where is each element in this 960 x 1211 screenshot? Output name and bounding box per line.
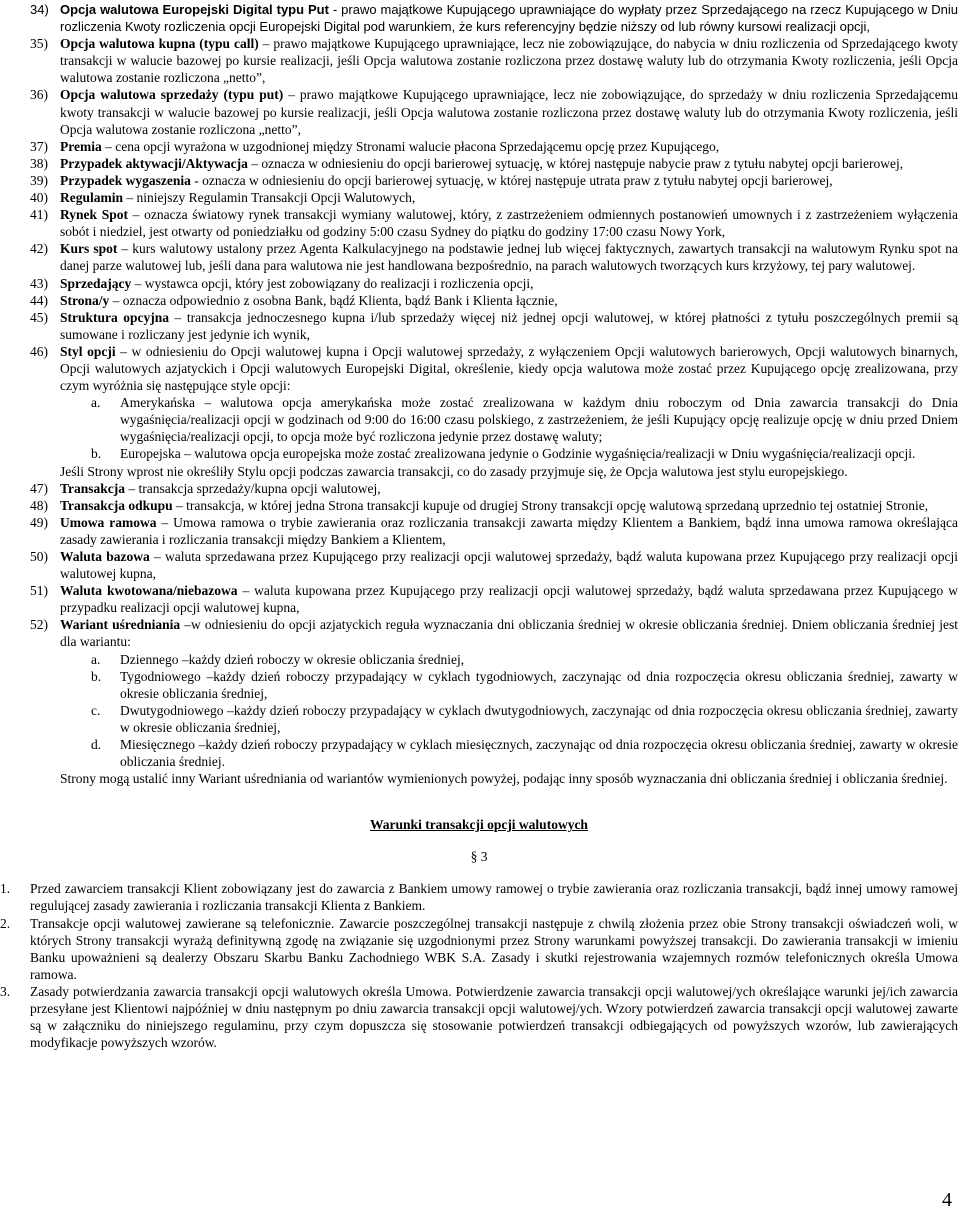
definition-term: Przypadek wygaszenia xyxy=(60,172,191,188)
definition-number: 37) xyxy=(30,138,48,154)
definition-item xyxy=(0,343,958,394)
definition-text: – transakcja, w której jedna Strona transakcji kupuje od drugiej Strony transakcji opcję walutową sprzedaną uprzednio tej ostatniej Stronie, xyxy=(172,497,929,513)
definition-item xyxy=(0,514,958,548)
option-style-text: Europejska – walutowa opcja europejska może zostać zrealizowana jedynie o Godzinie wygaśnięcia/realizacji w Dniu wygaśnięcia/realizacji opcji. xyxy=(120,446,916,462)
definition-text: – oznacza w odniesieniu do opcji barierowej sytuację, w której następuje nabycie praw z tytułu nabytej opcji barierowej, xyxy=(247,155,904,171)
condition-number: 3. xyxy=(0,983,11,999)
definition-text: – transakcja jednoczesnego kupna i/lub sprzedaży więcej niż jednej opcji walutowej, w której płatności z tytułu poszczególnych premii są sumowane i rozliczany jest jedynie ich wynik, xyxy=(60,309,958,342)
definition-text: – w odniesieniu do Opcji walutowej kupna i Opcji walutowej sprzedaży, z wyłączeniem Opcji walutowych barierowych, Opcji walutowych binarnych, Opcji walutowych azjatyckich i Opcji walutowych Europejski Digital, określenie, kiedy opcja walutowa może zostać przez Kupującego opcję zrealizowana, przy czym wyróżnia się następujące style opcji: xyxy=(60,343,958,394)
averaging-variant-item xyxy=(0,651,958,668)
averaging-variant-item xyxy=(0,668,958,702)
definition-number: 40) xyxy=(30,190,48,206)
averaging-variants-list xyxy=(0,651,958,771)
definition-number: 50) xyxy=(30,549,48,564)
option-style-letter: b. xyxy=(91,446,102,462)
averaging-variant-item xyxy=(0,702,958,736)
averaging-variants-trailer: Strony mogą ustalić inny Wariant uśredniania od wariantów wymienionych powyżej, podając inny sposób wyznaczania dni obliczania średniej i obliczania średniej. xyxy=(60,771,948,787)
definition-item xyxy=(0,548,958,582)
definition-text: – niniejszy Regulamin Transakcji Opcji Walutowych, xyxy=(123,190,416,206)
averaging-variant-letter: c. xyxy=(91,702,101,718)
option-styles-trailer: Jeśli Strony wprost nie określiły Stylu opcji podczas zawarcia transakcji, co do zasady przyjmuje się, że Opcja walutowa jest stylu europejskiego. xyxy=(60,463,848,479)
averaging-variant-letter: b. xyxy=(91,668,102,684)
definition-number: 46) xyxy=(30,343,48,359)
condition-point xyxy=(0,915,958,983)
definition-item xyxy=(0,497,958,514)
definition-text: –w odniesieniu do opcji azjatyckich reguła wyznaczania dni obliczania średniej w okresie obliczania średniej. Dniem obliczania średniej jest dla wariantu: xyxy=(60,617,958,650)
definition-item xyxy=(0,582,958,616)
definition-text: – waluta kupowana przez Kupującego przy realizacji opcji walutowej sprzedaży, bądź waluta sprzedawana przez Kupującego w przypadku realizacji opcji walutowej kupna, xyxy=(60,583,958,616)
definition-term: Kurs spot xyxy=(60,241,118,257)
definition-term: Transakcja odkupu xyxy=(60,497,173,513)
definition-item xyxy=(0,309,958,343)
definition-text: – prawo majątkowe Kupującego uprawniające, lecz nie zobowiązujące, do nabycia w dniu rozliczenia od Sprzedającego kwoty transakcji w walucie bazowej po kursie realizacji, jeśli Opcja walutowa zostanie rozliczona przez dostawę waluty lub do otrzymania Kwoty rozliczenia, jeśli Opcja walutowa zostanie rozliczona „netto”, xyxy=(60,36,958,86)
averaging-variant-letter: d. xyxy=(91,737,102,753)
definition-text: – transakcja sprzedaży/kupna opcji walutowej, xyxy=(125,480,381,496)
option-style-item xyxy=(0,445,958,462)
definition-term: Wariant uśredniania xyxy=(60,617,181,633)
definition-term: Strona/y xyxy=(60,292,110,308)
document-page xyxy=(0,1,960,1211)
averaging-variant-text: Dziennego –każdy dzień roboczy w okresie obliczania średniej, xyxy=(120,651,465,667)
option-style-letter: a. xyxy=(91,395,101,411)
definition-text: – prawo majątkowe Kupującego uprawniające, lecz nie zobowiązujące, do sprzedaży w dniu rozliczenia Sprzedającemu kwoty transakcji w walucie bazowej po kursie realizacji, jeśli Opcja walutowa zostanie rozliczona przez dostawę waluty lub do otrzymania Kwoty rozliczenia, jeśli Opcja walutowa zostanie rozliczona „netto”, xyxy=(60,87,958,137)
page-number: 4 xyxy=(942,1189,952,1211)
definition-item xyxy=(0,35,958,86)
definition-term: Premia xyxy=(60,138,102,154)
definition-number: 51) xyxy=(30,583,48,599)
option-style-text: Amerykańska – walutowa opcja amerykańska może zostać zrealizowana w każdym dniu roboczym od Dnia zawarcia transakcji do Dnia wygaśnięcia/realizacji opcji w godzinach od 9:00 do 16:00 czasu polskiego, z zastrzeżeniem, że jeśli Kupujący opcję realizuje opcję w dniu przed Dniem wygaśnięcia/realizacji opcji, to opcja może być rozliczona jedynie przez dostawę waluty; xyxy=(120,395,958,445)
definition-number: 34) xyxy=(30,2,49,17)
definition-number: 47) xyxy=(30,480,48,496)
definition-term: Waluta kwotowana/niebazowa xyxy=(60,583,238,599)
definition-term: Rynek Spot xyxy=(60,207,128,223)
definition-number: 35) xyxy=(30,36,48,52)
definition-term: Waluta bazowa xyxy=(60,549,150,564)
definition-term: Transakcja xyxy=(60,480,126,496)
definition-text: – oznacza światowy rynek transakcji wymiany walutowej, który, z zastrzeżeniem odmiennych postanowień umownych i z zastrzeżeniem wyłączenia sobót i niedziel, jest otwarty od poniedziałku od godziny 5:00 czasu Sydney do piątku do godziny 17:00 czasu Nowy York, xyxy=(60,207,958,240)
section-heading: Warunki transakcji opcji walutowych xyxy=(370,817,588,833)
definition-number: 44) xyxy=(30,292,48,308)
definition-term: Opcja walutowa kupna (typu call) xyxy=(60,36,259,52)
averaging-variant-letter: a. xyxy=(91,651,101,667)
definition-text: – waluta sprzedawana przez Kupującego przy realizacji opcji walutowej sprzedaży, bądź waluta kupowana przez Kupującego przy realizacji opcji walutowej kupna, xyxy=(60,549,958,582)
definition-number: 36) xyxy=(30,87,48,103)
definition-item xyxy=(0,155,958,172)
definition-term: Opcja walutowa Europejski Digital typu Put xyxy=(60,2,329,17)
definition-text: – kurs walutowy ustalony przez Agenta Kalkulacyjnego na podstawie jednej lub więcej faktycznych, zawartych transakcji na walutowym Rynku spot na danej parze walutowej lub, jeśli dana para walutowa nie jest handlowana bezpośrednio, na parach walutowych tworzących kurs krzyżowy, tej pary walutowej. xyxy=(60,241,958,274)
definition-item xyxy=(0,275,958,292)
definition-item xyxy=(0,86,958,137)
definition-number: 41) xyxy=(30,207,48,223)
definition-number: 45) xyxy=(30,309,48,325)
definition-item xyxy=(0,138,958,155)
option-styles-list xyxy=(0,394,958,462)
definition-term: Regulamin xyxy=(60,190,124,206)
points-list xyxy=(0,880,958,1051)
definition-number: 43) xyxy=(30,275,48,291)
definitions-list xyxy=(0,1,958,787)
definition-number: 38) xyxy=(30,155,48,171)
condition-number: 2. xyxy=(0,915,11,931)
definition-text: – oznacza odpowiednio z osobna Bank, bądź Klienta, bądź Bank i Klienta łącznie, xyxy=(109,292,558,308)
condition-number: 1. xyxy=(0,881,11,897)
definition-item xyxy=(0,480,958,497)
definition-term: Struktura opcyjna xyxy=(60,309,170,325)
definition-text: - prawo majątkowe Kupującego uprawniające do wypłaty przez Sprzedającego na rzecz Kupującego w Dniu rozliczenia Kwoty rozliczenia opcji Europejski Digital pod warunkiem, że kurs referencyjny będzie niższy od lub równy kursowi realizacji opcji, xyxy=(60,2,958,35)
definition-text: - oznacza w odniesieniu do opcji barierowej sytuację, w której następuje utrata praw z tytułu nabytej opcji barierowej, xyxy=(190,172,833,188)
definition-item xyxy=(0,1,958,35)
condition-point xyxy=(0,983,958,1051)
definition-item xyxy=(0,189,958,206)
option-style-item xyxy=(0,394,958,445)
averaging-variant-text: Dwutygodniowego –każdy dzień roboczy przypadający w cyklach dwutygodniowych, zaczynając od dnia rozpoczęcia okresu obliczania średniej, zawarty w okresie obliczania średniej, xyxy=(120,702,958,735)
averaging-variant-text: Miesięcznego –każdy dzień roboczy przypadający w cyklach miesięcznych, zaczynając od dnia rozpoczęcia okresu obliczania średniej, zawarty w okresie obliczania średniej. xyxy=(120,737,958,770)
definition-term: Opcja walutowa sprzedaży (typu put) xyxy=(60,87,284,103)
definition-term: Umowa ramowa xyxy=(60,514,157,530)
averaging-variant-text: Tygodniowego –każdy dzień roboczy przypadający w cyklach tygodniowych, zaczynając od dnia rozpoczęcia okresu obliczania średniej, zawarty w okresie obliczania średniej, xyxy=(120,668,958,701)
definition-term: Przypadek aktywacji/Aktywacja xyxy=(60,155,248,171)
condition-text: Przed zawarciem transakcji Klient zobowiązany jest do zawarcia z Bankiem umowy ramowej o trybie zawierania oraz rozliczania transakcji, bądź innej umowy ramowej regulującej zasady zawierania i rozliczania transakcji Klienta z Bankiem. xyxy=(30,881,958,914)
definition-item xyxy=(0,240,958,274)
definition-text: – cena opcji wyrażona w uzgodnionej między Stronami walucie płacona Sprzedającemu opcję przez Kupującego, xyxy=(101,138,720,154)
definition-text: – wystawca opcji, który jest zobowiązany do realizacji i rozliczenia opcji, xyxy=(131,275,534,291)
definition-item xyxy=(0,172,958,189)
paragraph-mark: § 3 xyxy=(470,849,488,865)
averaging-variant-item xyxy=(0,736,958,770)
definition-number: 39) xyxy=(30,172,48,188)
condition-text: Transakcje opcji walutowej zawierane są telefonicznie. Zawarcie poszczególnej transakcji następuje z chwilą złożenia przez obie Strony transakcji oświadczeń woli, w których Strony transakcji wyrażą definitywną zgodę na związanie się uzgodnionymi przez Strony warunkami powyższej transakcji. Do zawierania transakcji w imieniu Banku upoważnieni są dealerzy Obszaru Skarbu Banku Zachodniego WBK S.A. Zasady i skutki rejestrowania wzajemnych rozmów telefonicznych określa Umowa ramowa. xyxy=(30,915,958,982)
definition-number: 49) xyxy=(30,514,48,530)
definition-item xyxy=(0,292,958,309)
definition-term: Sprzedający xyxy=(60,275,132,291)
definition-term: Styl opcji xyxy=(60,343,116,359)
definition-number: 48) xyxy=(30,497,48,513)
definition-number: 42) xyxy=(30,241,48,257)
definition-number: 52) xyxy=(30,617,48,633)
definition-text: – Umowa ramowa o trybie zawierania oraz rozliczania transakcji zawarta między Klientem a Bankiem, bądź inna umowa ramowa określająca zasady zawierania i rozliczania transakcji między Bankiem a Klientem, xyxy=(60,514,959,547)
definition-item xyxy=(0,206,958,240)
definition-item xyxy=(0,616,958,650)
condition-point xyxy=(0,880,958,914)
condition-text: Zasady potwierdzania zawarcia transakcji opcji walutowych określa Umowa. Potwierdzenie zawarcia transakcji opcji walutowej/ych określające warunki jej/ich zawarcia przesyłane jest Klientowi najpóźniej w dniu następnym po dniu zawarcia transakcji opcji walutowej/ych. Wzory potwierdzeń zawarcia transakcji opcji walutowej zawarte są w załączniku do niniejszego regulaminu, przy czym dopuszcza się stosowanie potwierdzeń transakcji odbiegających od powyższych wzorów, lub zawierających modyfikacje powyższych wzorów. xyxy=(30,983,958,1051)
